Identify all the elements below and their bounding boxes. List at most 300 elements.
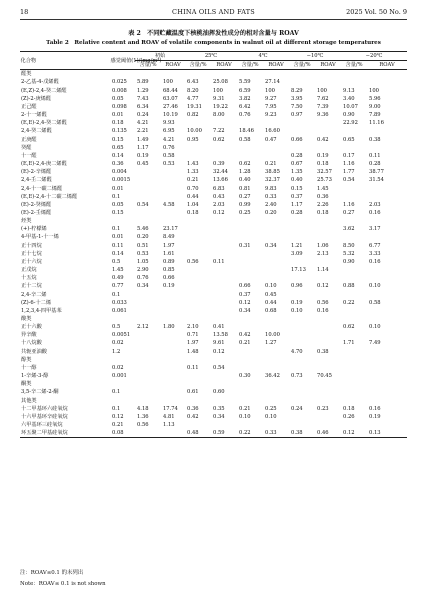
- content-cell: 0.21: [239, 405, 251, 412]
- content-cell: 2.10: [187, 324, 199, 331]
- content-cell: 2.12: [137, 324, 149, 331]
- roav-cell: [211, 274, 237, 282]
- roav-cell: 0.10: [369, 283, 381, 290]
- roav-cell: 0.12: [213, 209, 225, 216]
- content-cell: 17.13: [291, 267, 306, 274]
- content-cell: [341, 274, 367, 282]
- table-row: [20, 291, 407, 299]
- roav-cell: [211, 233, 237, 241]
- roav-cell: 0.38: [369, 136, 381, 143]
- table-body: [20, 70, 407, 438]
- content-cell: 7.43: [137, 95, 149, 102]
- content-cell: [185, 372, 211, 380]
- roav-cell: [211, 307, 237, 315]
- roav-cell: 0.45: [265, 291, 277, 298]
- content-cell: [135, 364, 161, 372]
- threshold-cell: 0.05: [112, 201, 124, 208]
- roav-cell: 27.14: [265, 79, 280, 86]
- section-label: 烃类: [21, 218, 32, 225]
- table-row: [20, 364, 407, 372]
- content-cell: 0.42: [239, 332, 251, 339]
- compound-name: 正十六酸: [21, 324, 42, 331]
- subheader-content: 含量/%: [289, 61, 315, 70]
- roav-cell: [315, 258, 341, 266]
- content-cell: 0.19: [291, 299, 303, 306]
- roav-cell: 0.58: [369, 299, 381, 306]
- content-cell: [135, 372, 161, 380]
- roav-cell: [263, 421, 289, 429]
- roav-cell: 0.21: [265, 161, 277, 168]
- content-cell: 10.07: [343, 103, 358, 110]
- content-cell: 0.90: [343, 112, 355, 119]
- section-row: [20, 315, 407, 323]
- roav-cell: 2.03: [369, 201, 381, 208]
- content-cell: [185, 282, 211, 290]
- content-cell: 0.18: [343, 405, 355, 412]
- roav-cell: 0.36: [317, 193, 329, 200]
- table-row: [20, 242, 407, 250]
- table-row: [20, 331, 407, 339]
- roav-cell: 13.58: [213, 332, 228, 339]
- roav-cell: 25.73: [317, 177, 332, 184]
- section-label: 酮类: [21, 381, 32, 388]
- content-cell: [289, 331, 315, 339]
- content-cell: [341, 421, 367, 429]
- roav-cell: [211, 282, 237, 290]
- compound-name: 2,4-辛二烯: [21, 291, 47, 298]
- content-cell: [341, 233, 367, 241]
- table-row: [20, 185, 407, 193]
- roav-cell: [263, 323, 289, 331]
- table-row: [20, 136, 407, 144]
- content-cell: [185, 144, 211, 152]
- group-initial: 初始: [135, 52, 185, 61]
- content-cell: [135, 331, 161, 339]
- table-row: [20, 144, 407, 152]
- roav-cell: 0.39: [213, 161, 225, 168]
- content-cell: [185, 421, 211, 429]
- table-row: [20, 176, 407, 184]
- roav-cell: 0.19: [369, 413, 381, 420]
- roav-cell: [367, 144, 407, 152]
- roav-cell: [211, 372, 237, 380]
- content-cell: 1.16: [343, 201, 355, 208]
- table-row: [20, 87, 407, 95]
- content-cell: [289, 339, 315, 347]
- roav-cell: 0.25: [265, 405, 277, 412]
- table-row: [20, 111, 407, 119]
- compound-name: (E,E)-2,4-癸二烯醛: [21, 120, 67, 127]
- table-row: [20, 127, 407, 135]
- roav-cell: 2.26: [317, 201, 329, 208]
- roav-cell: [161, 307, 185, 315]
- roav-cell: [161, 168, 185, 176]
- content-cell: [185, 152, 211, 160]
- compound-name: 正十四烷: [21, 242, 42, 249]
- content-cell: 0.48: [185, 429, 211, 438]
- roav-cell: [367, 307, 407, 315]
- content-cell: 0.99: [239, 201, 251, 208]
- content-cell: 0.17: [343, 152, 355, 159]
- compound-name: 正十六烷: [21, 258, 42, 265]
- content-cell: [185, 299, 211, 307]
- table-row: [20, 388, 407, 396]
- roav-cell: 5.96: [369, 95, 381, 102]
- section-filler: [110, 397, 407, 405]
- content-cell: [185, 242, 211, 250]
- table-row: [20, 323, 407, 331]
- content-cell: 1.04: [187, 201, 199, 208]
- roav-cell: 23.17: [163, 226, 178, 233]
- roav-cell: [263, 225, 289, 233]
- roav-cell: 10.19: [163, 112, 178, 119]
- content-cell: [135, 307, 161, 315]
- content-cell: 0.10: [291, 307, 303, 314]
- content-cell: 0.56: [137, 422, 149, 429]
- content-cell: [289, 323, 315, 331]
- roav-cell: 0.42: [317, 136, 329, 143]
- content-cell: 0.61: [187, 389, 199, 396]
- content-cell: 3.40: [343, 95, 355, 102]
- roav-cell: 0.12: [317, 283, 329, 290]
- threshold-cell: 0.1: [112, 389, 121, 396]
- group-minus10c: −10℃: [289, 52, 341, 61]
- section-filler: [110, 217, 407, 225]
- content-cell: 0.95: [187, 136, 199, 143]
- content-cell: 2.21: [137, 128, 149, 135]
- threshold-cell: 0.01: [112, 185, 124, 192]
- table-row: [20, 225, 407, 233]
- table-row: [20, 250, 407, 258]
- roav-cell: [161, 364, 185, 372]
- roav-cell: [161, 209, 185, 217]
- roav-cell: 0.44: [265, 299, 277, 306]
- content-cell: [341, 372, 367, 380]
- content-cell: 0.56: [187, 258, 199, 265]
- roav-cell: 1.80: [163, 324, 175, 331]
- roav-cell: [263, 152, 289, 160]
- roav-cell: 9.27: [265, 95, 277, 102]
- compound-name: 3,5-辛二烯-2-酮: [21, 389, 59, 396]
- section-filler: [110, 70, 407, 79]
- group-minus20c: −20℃: [341, 52, 407, 61]
- roav-cell: [263, 364, 289, 372]
- content-cell: [289, 413, 315, 421]
- content-cell: [135, 388, 161, 396]
- roav-cell: [367, 266, 407, 274]
- content-cell: [135, 185, 161, 193]
- table-row: [20, 209, 407, 217]
- roav-cell: [315, 274, 341, 282]
- content-cell: 0.53: [137, 250, 149, 257]
- content-cell: [289, 421, 315, 429]
- roav-cell: [315, 119, 341, 127]
- data-table: [20, 51, 407, 438]
- content-cell: [237, 364, 263, 372]
- content-cell: 0.12: [341, 429, 367, 438]
- roav-cell: 9.83: [265, 185, 277, 192]
- roav-cell: 0.59: [211, 429, 237, 438]
- roav-cell: 25.08: [213, 79, 228, 86]
- content-cell: [341, 388, 367, 396]
- table-row: [20, 413, 407, 421]
- content-cell: 8.29: [291, 87, 303, 94]
- content-cell: 0.31: [239, 242, 251, 249]
- roav-cell: [211, 119, 237, 127]
- content-cell: [341, 144, 367, 152]
- content-cell: 4.18: [137, 405, 149, 412]
- content-cell: 0.54: [343, 177, 355, 184]
- roav-cell: [161, 339, 185, 347]
- compound-name: 十六甲基环辛硅氧烷: [21, 413, 68, 420]
- roav-cell: [263, 274, 289, 282]
- threshold-cell: 0.004: [112, 169, 127, 176]
- content-cell: 0.45: [137, 161, 149, 168]
- subheader-content: 含量/%: [185, 61, 211, 70]
- roav-cell: [211, 144, 237, 152]
- roav-cell: 0.33: [265, 193, 277, 200]
- compound-name: 正己醛: [21, 103, 37, 110]
- roav-cell: 38.77: [369, 169, 384, 176]
- threshold-cell: 0.18: [112, 120, 124, 127]
- roav-cell: [315, 323, 341, 331]
- roav-cell: [367, 421, 407, 429]
- content-cell: 6.42: [239, 103, 251, 110]
- content-cell: [289, 225, 315, 233]
- roav-cell: 0.34: [213, 413, 225, 420]
- table-row: [20, 429, 407, 438]
- roav-cell: [367, 193, 407, 201]
- roav-cell: [315, 127, 341, 135]
- content-cell: [237, 258, 263, 266]
- compound-name: 2,4-癸二烯醛: [21, 128, 52, 135]
- threshold-cell: 0.01: [112, 234, 124, 241]
- compound-name: 4-甲基-1-十一烯: [21, 234, 59, 241]
- content-cell: [135, 299, 161, 307]
- content-cell: 0.36: [187, 405, 199, 412]
- roav-cell: [161, 331, 185, 339]
- content-cell: 4.70: [291, 348, 303, 355]
- content-cell: [237, 119, 263, 127]
- roav-cell: 0.76: [163, 144, 175, 151]
- table-row: [20, 119, 407, 127]
- content-cell: 0.62: [343, 324, 355, 331]
- content-cell: 0.11: [187, 364, 199, 371]
- content-cell: 0.18: [187, 209, 199, 216]
- roav-cell: 1.06: [317, 242, 329, 249]
- content-cell: 8.50: [343, 242, 355, 249]
- section-label: 醛类: [21, 71, 32, 78]
- roav-cell: 100: [317, 87, 327, 94]
- content-cell: [341, 331, 367, 339]
- roav-cell: [315, 388, 341, 396]
- threshold-cell: 0.05: [112, 95, 124, 102]
- roav-cell: [263, 144, 289, 152]
- roav-cell: 0.34: [265, 242, 277, 249]
- content-cell: [237, 152, 263, 160]
- content-cell: 1.16: [343, 161, 355, 168]
- content-cell: 1.71: [343, 340, 355, 347]
- content-cell: [135, 291, 161, 299]
- roav-cell: 10.00: [265, 332, 280, 339]
- compound-name: (+)-柠檬烯: [21, 226, 47, 233]
- table-row: [20, 348, 407, 356]
- roav-cell: 9.61: [213, 340, 225, 347]
- content-cell: [237, 233, 263, 241]
- roav-cell: 0.19: [317, 152, 329, 159]
- content-cell: [341, 364, 367, 372]
- roav-cell: 0.28: [369, 161, 381, 168]
- content-cell: 0.40: [291, 177, 303, 184]
- header-compound: 化合物: [20, 52, 110, 70]
- threshold-cell: 0.1: [112, 193, 121, 200]
- section-label: 其他类: [21, 397, 37, 404]
- content-cell: [135, 429, 161, 438]
- threshold-cell: 0.49: [112, 275, 124, 282]
- content-cell: [289, 388, 315, 396]
- table-row: [20, 372, 407, 380]
- roav-cell: 2.13: [317, 250, 329, 257]
- compound-name: (E,E)-2,4-十二碳二烯醛: [21, 193, 78, 200]
- roav-cell: [263, 388, 289, 396]
- content-cell: [341, 348, 367, 356]
- content-cell: 1.48: [187, 348, 199, 355]
- roav-cell: 0.60: [213, 389, 225, 396]
- roav-cell: 3.33: [369, 250, 381, 257]
- content-cell: 0.70: [187, 185, 199, 192]
- content-cell: 0.34: [137, 283, 149, 290]
- content-cell: 1.17: [291, 201, 303, 208]
- compound-name: (E,Z)-2,4-癸二烯醛: [21, 87, 67, 94]
- roav-cell: 0.89: [163, 258, 175, 265]
- content-cell: 0.73: [291, 373, 303, 380]
- content-cell: [289, 364, 315, 372]
- content-cell: 0.66: [291, 136, 303, 143]
- content-cell: 0.27: [343, 209, 355, 216]
- roav-cell: 0.16: [369, 258, 381, 265]
- roav-cell: 13.66: [213, 177, 228, 184]
- threshold-cell: 0.061: [112, 307, 127, 314]
- roav-cell: [315, 339, 341, 347]
- content-cell: 1.49: [137, 136, 149, 143]
- content-cell: 0.24: [137, 112, 149, 119]
- content-cell: 1.17: [137, 144, 149, 151]
- roav-cell: [315, 364, 341, 372]
- section-filler: [110, 380, 407, 388]
- section-row: [20, 356, 407, 364]
- content-cell: 1.77: [343, 169, 355, 176]
- roav-cell: [315, 421, 341, 429]
- subheader-roav: ROAV: [211, 61, 237, 70]
- compound-name: 1,2,3,4-四甲基苯: [21, 307, 62, 314]
- compound-name: 十一醇: [21, 364, 37, 371]
- content-cell: [185, 291, 211, 299]
- roav-cell: 0.41: [213, 324, 225, 331]
- compound-name: 2-乙基-4-戊烯醛: [21, 79, 59, 86]
- content-cell: 1.28: [239, 169, 251, 176]
- content-cell: 0.96: [291, 283, 303, 290]
- table-row: [20, 405, 407, 413]
- compound-name: 正戊烷: [21, 267, 37, 274]
- content-cell: 4.77: [187, 95, 199, 102]
- content-cell: 0.10: [239, 413, 251, 420]
- content-cell: 0.21: [239, 340, 251, 347]
- compound-name: (Z)-2-庚烯醛: [21, 95, 52, 102]
- roav-cell: 0.13: [367, 429, 407, 438]
- roav-cell: 0.33: [263, 429, 289, 438]
- roav-cell: [315, 291, 341, 299]
- content-cell: 0.38: [289, 429, 315, 438]
- roav-cell: 100: [369, 87, 379, 94]
- content-cell: [237, 348, 263, 356]
- compound-name: 1-辛烯-3-醇: [21, 373, 49, 380]
- content-cell: [135, 168, 161, 176]
- roav-cell: 0.56: [317, 299, 329, 306]
- roav-cell: [315, 233, 341, 241]
- content-cell: 3.09: [291, 250, 303, 257]
- roav-cell: 100: [213, 87, 223, 94]
- roav-cell: 0.54: [213, 364, 225, 371]
- roav-cell: 0.11: [213, 258, 225, 265]
- roav-cell: [367, 233, 407, 241]
- threshold-cell: 0.5: [112, 324, 121, 331]
- section-row: [20, 70, 407, 79]
- roav-cell: 0.12: [213, 348, 225, 355]
- roav-cell: 0.16: [369, 405, 381, 412]
- volume-info: 2025 Vol. 50 No. 9: [346, 8, 407, 16]
- roav-cell: [367, 364, 407, 372]
- roav-cell: 0.46: [315, 429, 341, 438]
- threshold-cell: 0.1: [112, 405, 121, 412]
- content-cell: 0.65: [343, 136, 355, 143]
- roav-cell: [263, 266, 289, 274]
- roav-cell: [211, 421, 237, 429]
- roav-cell: [211, 299, 237, 307]
- table-row: [20, 233, 407, 241]
- compound-name: 共轭亚油酸: [21, 348, 47, 355]
- roav-cell: [315, 78, 341, 86]
- content-cell: 0.54: [137, 201, 149, 208]
- content-cell: [237, 274, 263, 282]
- content-cell: 1.33: [187, 169, 199, 176]
- data-table-wrapper: [20, 51, 407, 438]
- content-cell: 0.34: [239, 307, 251, 314]
- content-cell: 0.40: [239, 177, 251, 184]
- content-cell: [289, 258, 315, 266]
- subheader-roav: ROAV: [315, 61, 341, 70]
- roav-cell: 0.85: [163, 267, 175, 274]
- content-cell: 1.97: [187, 340, 199, 347]
- content-cell: [237, 225, 263, 233]
- content-cell: 0.97: [291, 112, 303, 119]
- table-title-cn: 表 2 不同贮藏温度下核桃油挥发性成分的相对含量与 ROAV: [128, 30, 299, 37]
- roav-cell: 9.23: [265, 112, 277, 119]
- threshold-cell: 0.008: [112, 87, 127, 94]
- roav-cell: 0.35: [213, 405, 225, 412]
- table-title-en: Table 2 Relative content and ROAV of volatile components in walnut oil at different storage temperatures: [46, 40, 381, 46]
- roav-cell: 100: [265, 87, 275, 94]
- content-cell: [135, 209, 161, 217]
- content-cell: 8.20: [187, 87, 199, 94]
- roav-cell: 0.18: [317, 161, 329, 168]
- content-cell: 0.62: [239, 161, 251, 168]
- threshold-cell: 1.2: [112, 348, 121, 355]
- roav-cell: 36.42: [265, 373, 280, 380]
- content-cell: 1.35: [291, 169, 303, 176]
- roav-cell: 19.22: [213, 103, 228, 110]
- roav-cell: 7.22: [213, 128, 225, 135]
- content-cell: 0.28: [291, 152, 303, 159]
